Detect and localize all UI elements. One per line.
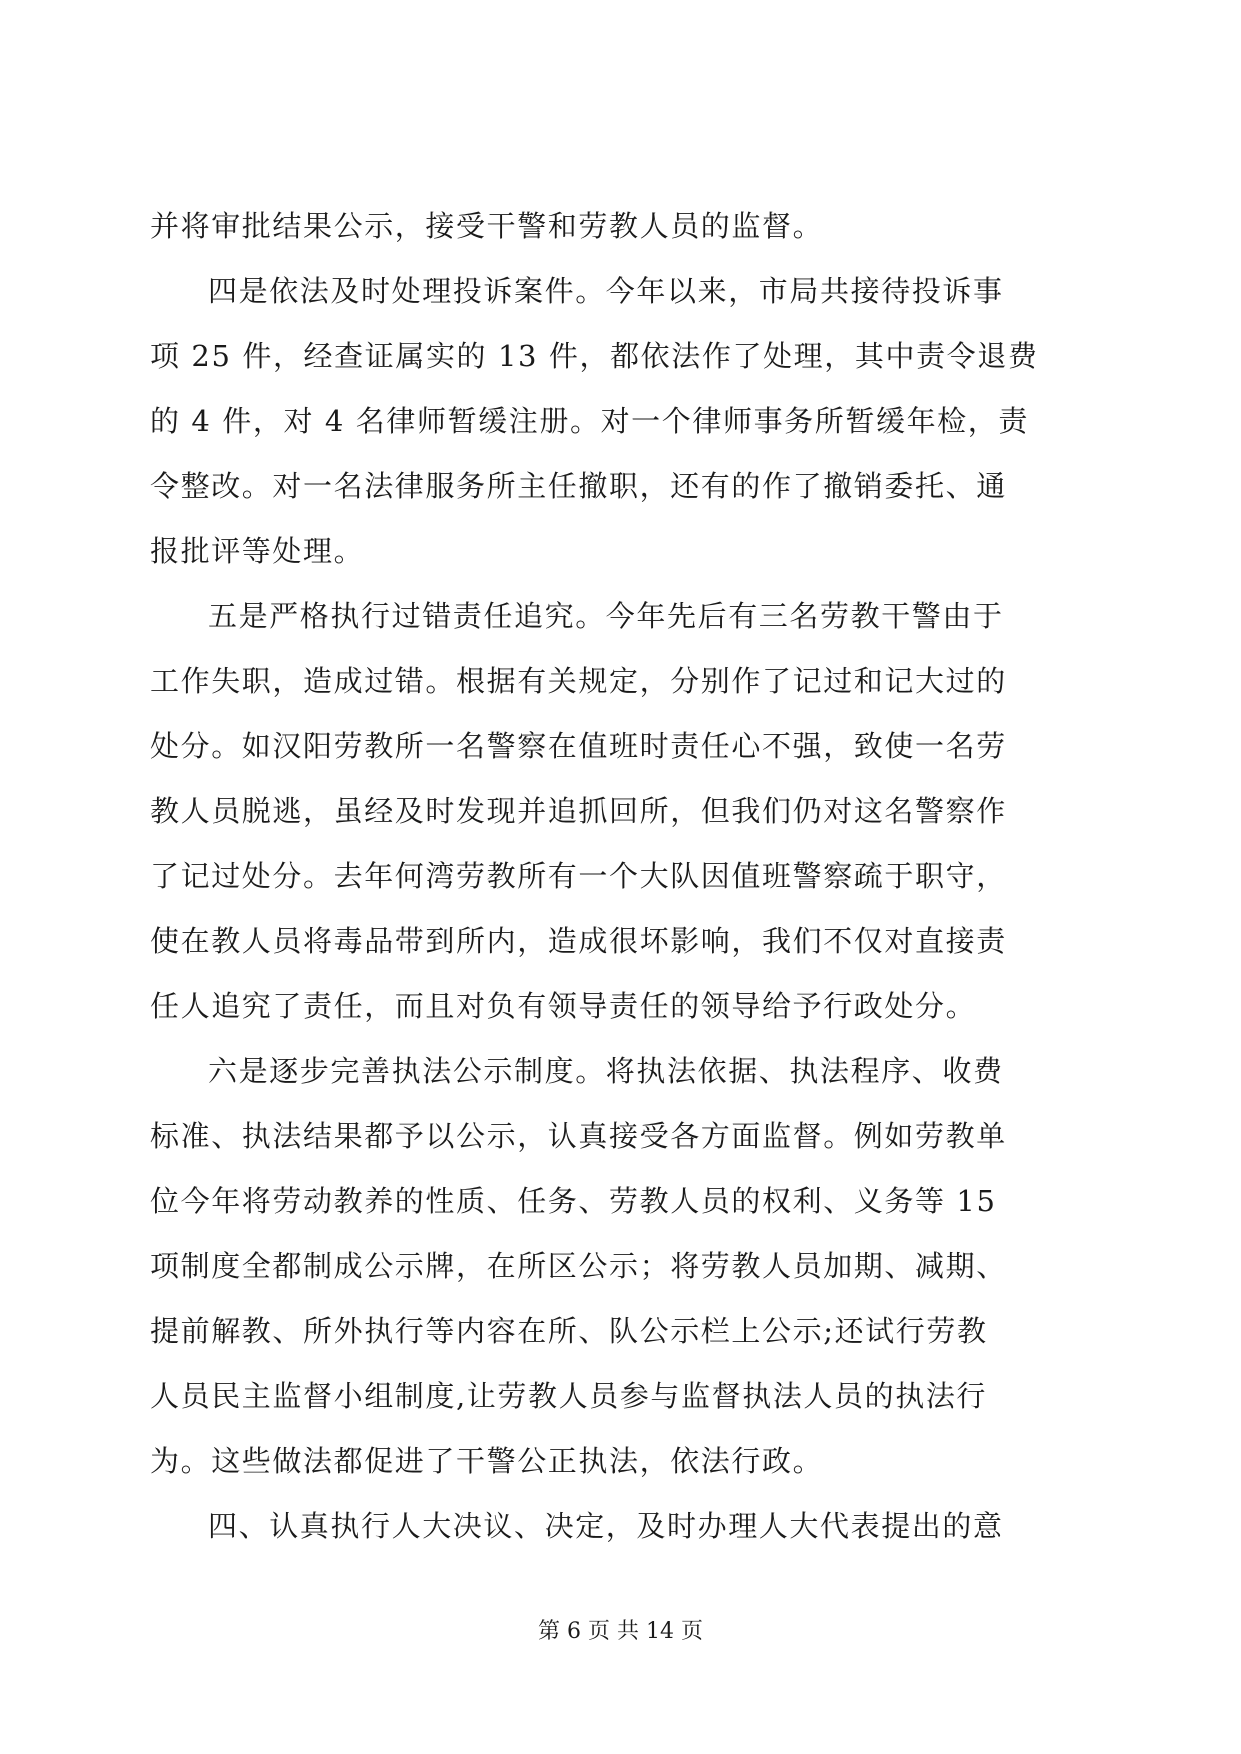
text-line: 教人员脱逃，虽经及时发现并追抓回所，但我们仍对这名警察作 — [150, 794, 1007, 828]
text-line: 项制度全都制成公示牌，在所区公示；将劳教人员加期、减期、 — [150, 1249, 1007, 1283]
text-line: 人员民主监督小组制度,让劳教人员参与监督执法人员的执法行 — [150, 1379, 988, 1413]
text-line: 处分。如汉阳劳教所一名警察在值班时责任心不强，致使一名劳 — [150, 729, 1007, 763]
text-line: 的 4 件，对 4 名律师暂缓注册。对一个律师事务所暂缓年检，责 — [150, 404, 1029, 438]
text-line: 四、认真执行人大决议、决定，及时办理人大代表提出的意 — [208, 1509, 1004, 1543]
text-line: 为。这些做法都促进了干警公正执法，依法行政。 — [150, 1444, 824, 1478]
text-line: 报批评等处理。 — [150, 534, 365, 568]
text-line: 位今年将劳动教养的性质、任务、劳教人员的权利、义务等 15 — [150, 1184, 997, 1218]
text-line: 任人追究了责任，而且对负有领导责任的领导给予行政处分。 — [150, 989, 977, 1023]
text-line: 并将审批结果公示，接受干警和劳教人员的监督。 — [150, 209, 824, 243]
text-line: 六是逐步完善执法公示制度。将执法依据、执法程序、收费 — [208, 1054, 1004, 1088]
text-line: 令整改。对一名法律服务所主任撤职，还有的作了撤销委托、通 — [150, 469, 1007, 503]
text-line: 标准、执法结果都予以公示，认真接受各方面监督。例如劳教单 — [150, 1119, 1007, 1153]
text-line: 工作失职，造成过错。根据有关规定，分别作了记过和记大过的 — [150, 664, 1007, 698]
text-line: 提前解教、所外执行等内容在所、队公示栏上公示;还试行劳教 — [150, 1314, 988, 1348]
text-line: 了记过处分。去年何湾劳教所有一个大队因值班警察疏于职守， — [150, 859, 1007, 893]
page-number-footer: 第 6 页 共 14 页 — [538, 1619, 703, 1644]
text-line: 五是严格执行过错责任追究。今年先后有三名劳教干警由于 — [208, 599, 1004, 633]
text-line: 项 25 件，经查证属实的 13 件，都依法作了处理，其中责令退费 — [150, 339, 1039, 373]
text-line: 使在教人员将毒品带到所内，造成很坏影响，我们不仅对直接责 — [150, 924, 1007, 958]
text-line: 四是依法及时处理投诉案件。今年以来，市局共接待投诉事 — [208, 274, 1004, 308]
